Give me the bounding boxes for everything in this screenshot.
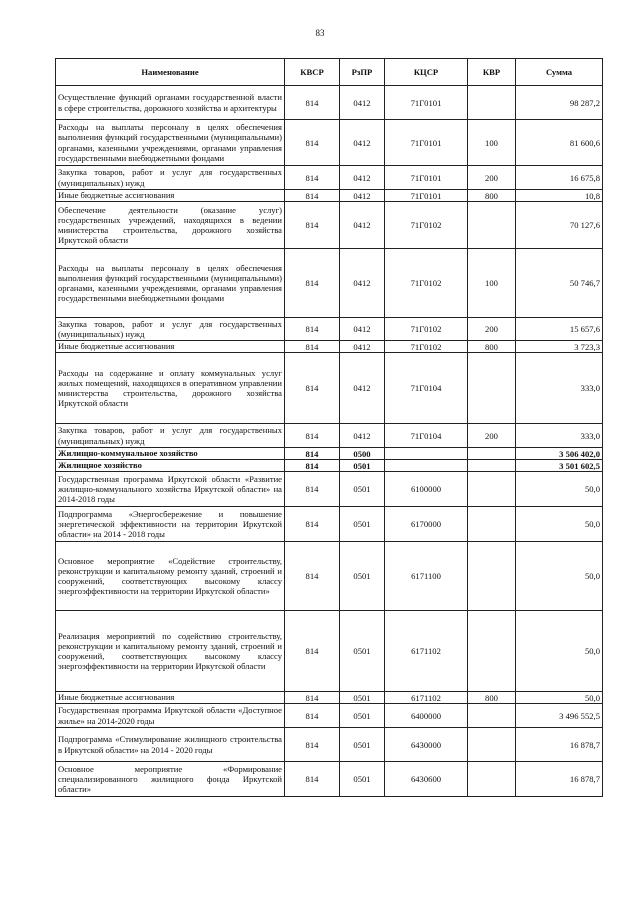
row-sum-cell: 3 501 602,5 — [516, 460, 603, 472]
row-kvr-cell — [468, 472, 516, 507]
budget-table — [55, 58, 603, 797]
row-name-cell: Подпрограмма «Энергосбережение и повышение энергетической эффективности на территории Иркутской области» на 2014 - 2018 годы — [56, 507, 285, 542]
row-sum-cell: 15 657,6 — [516, 318, 603, 341]
row-sum-cell: 333,0 — [516, 353, 603, 424]
row-kvr-cell: 800 — [468, 341, 516, 353]
row-rzpr-cell: 0412 — [340, 353, 385, 424]
table-row — [56, 507, 603, 542]
row-kvr-cell — [468, 448, 516, 460]
table-row — [56, 249, 603, 318]
row-name-cell: Подпрограмма «Стимулирование жилищного строительства в Иркутской области» на 2014 - 2020 годы — [56, 728, 285, 762]
table-row — [56, 460, 603, 472]
row-sum-cell: 16 878,7 — [516, 728, 603, 762]
row-kvr-cell — [468, 704, 516, 728]
row-kvsr-cell: 814 — [285, 190, 340, 202]
row-rzpr-cell: 0501 — [340, 472, 385, 507]
row-kvr-cell: 100 — [468, 120, 516, 166]
row-name-cell: Иные бюджетные ассигнования — [56, 692, 285, 704]
row-kvsr-cell: 814 — [285, 542, 340, 611]
row-rzpr-cell: 0412 — [340, 202, 385, 249]
row-kvsr-cell: 814 — [285, 318, 340, 341]
row-kcsr-cell: 6171102 — [385, 692, 468, 704]
row-kvr-cell — [468, 728, 516, 762]
column-header-rzpr: РзПР — [340, 59, 385, 86]
row-rzpr-cell: 0412 — [340, 86, 385, 120]
row-kcsr-cell — [385, 448, 468, 460]
row-rzpr-cell: 0501 — [340, 762, 385, 797]
row-kvr-cell — [468, 507, 516, 542]
row-rzpr-cell: 0412 — [340, 120, 385, 166]
row-kvr-cell: 800 — [468, 692, 516, 704]
row-sum-cell: 10,8 — [516, 190, 603, 202]
row-kvsr-cell: 814 — [285, 507, 340, 542]
row-kvr-cell: 100 — [468, 249, 516, 318]
row-rzpr-cell: 0412 — [340, 424, 385, 448]
row-rzpr-cell: 0412 — [340, 190, 385, 202]
row-rzpr-cell: 0501 — [340, 507, 385, 542]
row-rzpr-cell: 0412 — [340, 318, 385, 341]
row-name-cell: Государственная программа Иркутской области «Развитие жилищно-коммунального хозяйства Иркутской области» на 2014-2018 годы — [56, 472, 285, 507]
row-kvsr-cell: 814 — [285, 762, 340, 797]
row-kcsr-cell: 6170000 — [385, 507, 468, 542]
column-header-sum: Сумма — [516, 59, 603, 86]
row-kvsr-cell: 814 — [285, 424, 340, 448]
row-sum-cell: 50,0 — [516, 472, 603, 507]
row-kcsr-cell: 6171102 — [385, 611, 468, 692]
row-rzpr-cell: 0501 — [340, 460, 385, 472]
row-kcsr-cell: 71Г0101 — [385, 166, 468, 190]
row-kvr-cell — [468, 762, 516, 797]
row-kcsr-cell: 71Г0101 — [385, 190, 468, 202]
row-name-cell: Закупка товаров, работ и услуг для государственных (муниципальных) нужд — [56, 318, 285, 341]
row-rzpr-cell: 0501 — [340, 542, 385, 611]
row-rzpr-cell: 0500 — [340, 448, 385, 460]
table-row — [56, 472, 603, 507]
row-rzpr-cell: 0412 — [340, 341, 385, 353]
row-name-cell: Реализация мероприятий по содействию строительству, реконструкции и капитальному ремонту зданий, строений и сооружений, соответствующих высокому классу энергоэффективности на территории Иркутской области — [56, 611, 285, 692]
row-kvsr-cell: 814 — [285, 692, 340, 704]
table-header-row — [56, 59, 603, 86]
column-header-kcsr: КЦСР — [385, 59, 468, 86]
row-name-cell: Основное мероприятие «Формирование специализированного жилищного фонда Иркутской области» — [56, 762, 285, 797]
row-kcsr-cell: 71Г0102 — [385, 202, 468, 249]
column-header-kvr: КВР — [468, 59, 516, 86]
row-kvr-cell — [468, 86, 516, 120]
row-name-cell: Жилищное хозяйство — [56, 460, 285, 472]
row-rzpr-cell: 0501 — [340, 728, 385, 762]
row-kvsr-cell: 814 — [285, 704, 340, 728]
row-sum-cell: 50,0 — [516, 507, 603, 542]
table-row — [56, 728, 603, 762]
row-kvr-cell — [468, 460, 516, 472]
row-kcsr-cell: 71Г0101 — [385, 86, 468, 120]
row-kvsr-cell: 814 — [285, 448, 340, 460]
row-rzpr-cell: 0412 — [340, 249, 385, 318]
row-kvsr-cell: 814 — [285, 249, 340, 318]
table-row — [56, 318, 603, 341]
row-name-cell: Государственная программа Иркутской области «Доступное жилье» на 2014-2020 годы — [56, 704, 285, 728]
row-sum-cell: 50,0 — [516, 542, 603, 611]
row-kvsr-cell: 814 — [285, 728, 340, 762]
row-kvr-cell — [468, 611, 516, 692]
row-kcsr-cell: 71Г0102 — [385, 249, 468, 318]
row-kvr-cell — [468, 353, 516, 424]
row-sum-cell: 3 496 552,5 — [516, 704, 603, 728]
row-kcsr-cell — [385, 460, 468, 472]
table-row — [56, 166, 603, 190]
row-kvsr-cell: 814 — [285, 120, 340, 166]
table-row — [56, 120, 603, 166]
row-kcsr-cell: 71Г0102 — [385, 341, 468, 353]
row-kvr-cell: 800 — [468, 190, 516, 202]
row-kvsr-cell: 814 — [285, 341, 340, 353]
row-sum-cell: 81 600,6 — [516, 120, 603, 166]
row-name-cell: Расходы на выплаты персоналу в целях обеспечения выполнения функций государственными (муниципальными) органами, казенными учреждениями, органами управления государственными внебюджетными фондами — [56, 120, 285, 166]
row-sum-cell: 50,0 — [516, 692, 603, 704]
table-row — [56, 448, 603, 460]
table-row — [56, 353, 603, 424]
table-row — [56, 424, 603, 448]
row-sum-cell: 3 723,3 — [516, 341, 603, 353]
row-sum-cell: 16 878,7 — [516, 762, 603, 797]
row-kvsr-cell: 814 — [285, 166, 340, 190]
row-kvr-cell: 200 — [468, 166, 516, 190]
row-kcsr-cell: 6430600 — [385, 762, 468, 797]
row-kcsr-cell: 71Г0104 — [385, 353, 468, 424]
row-sum-cell: 70 127,6 — [516, 202, 603, 249]
row-kvsr-cell: 814 — [285, 472, 340, 507]
column-header-name: Наименование — [56, 59, 285, 86]
row-kcsr-cell: 71Г0101 — [385, 120, 468, 166]
page-number: 83 — [315, 28, 325, 38]
row-name-cell: Иные бюджетные ассигнования — [56, 190, 285, 202]
row-name-cell: Жилищно-коммунальное хозяйство — [56, 448, 285, 460]
row-rzpr-cell: 0501 — [340, 611, 385, 692]
table-row — [56, 762, 603, 797]
row-sum-cell: 98 287,2 — [516, 86, 603, 120]
row-kcsr-cell: 71Г0102 — [385, 318, 468, 341]
table-row — [56, 542, 603, 611]
row-kcsr-cell: 6171100 — [385, 542, 468, 611]
row-rzpr-cell: 0501 — [340, 704, 385, 728]
row-sum-cell: 50,0 — [516, 611, 603, 692]
row-name-cell: Иные бюджетные ассигнования — [56, 341, 285, 353]
row-name-cell: Закупка товаров, работ и услуг для государственных (муниципальных) нужд — [56, 166, 285, 190]
column-header-kvsr: КВСР — [285, 59, 340, 86]
table-row — [56, 704, 603, 728]
row-sum-cell: 3 506 402,0 — [516, 448, 603, 460]
table-row — [56, 86, 603, 120]
row-kvr-cell: 200 — [468, 318, 516, 341]
row-kvsr-cell: 814 — [285, 611, 340, 692]
row-name-cell: Обеспечение деятельности (оказание услуг) государственных учреждений, находящихся в ведении министерства строительства, дорожного хозяйства Иркутской области — [56, 202, 285, 249]
row-rzpr-cell: 0412 — [340, 166, 385, 190]
row-name-cell: Закупка товаров, работ и услуг для государственных (муниципальных) нужд — [56, 424, 285, 448]
row-kvsr-cell: 814 — [285, 353, 340, 424]
row-name-cell: Осуществление функций органами государственной власти в сфере строительства, дорожного хозяйства и архитектуры — [56, 86, 285, 120]
row-kvr-cell — [468, 202, 516, 249]
row-sum-cell: 50 746,7 — [516, 249, 603, 318]
row-name-cell: Расходы на выплаты персоналу в целях обеспечения выполнения функций государственными (муниципальными) органами, казенными учреждениями, органами управления государственными внебюджетными фондами — [56, 249, 285, 318]
table-row — [56, 692, 603, 704]
row-rzpr-cell: 0501 — [340, 692, 385, 704]
row-kcsr-cell: 6430000 — [385, 728, 468, 762]
row-kvsr-cell: 814 — [285, 460, 340, 472]
row-kcsr-cell: 6100000 — [385, 472, 468, 507]
row-sum-cell: 16 675,8 — [516, 166, 603, 190]
row-kvr-cell: 200 — [468, 424, 516, 448]
row-kcsr-cell: 71Г0104 — [385, 424, 468, 448]
table-row — [56, 190, 603, 202]
row-name-cell: Основное мероприятие «Содействие строительству, реконструкции и капитальному ремонту зданий, строений и сооружений, соответствующих высокому классу энергоэффективности на территории Иркутской области» — [56, 542, 285, 611]
row-name-cell: Расходы на содержание и оплату коммунальных услуг жилых помещений, находящихся в оперативном управлении министерства строительства, дорожного хозяйства Иркутской области — [56, 353, 285, 424]
row-kvr-cell — [468, 542, 516, 611]
row-kvsr-cell: 814 — [285, 202, 340, 249]
table-row — [56, 341, 603, 353]
table-row — [56, 202, 603, 249]
row-kcsr-cell: 6400000 — [385, 704, 468, 728]
row-sum-cell: 333,0 — [516, 424, 603, 448]
row-kvsr-cell: 814 — [285, 86, 340, 120]
table-row — [56, 611, 603, 692]
